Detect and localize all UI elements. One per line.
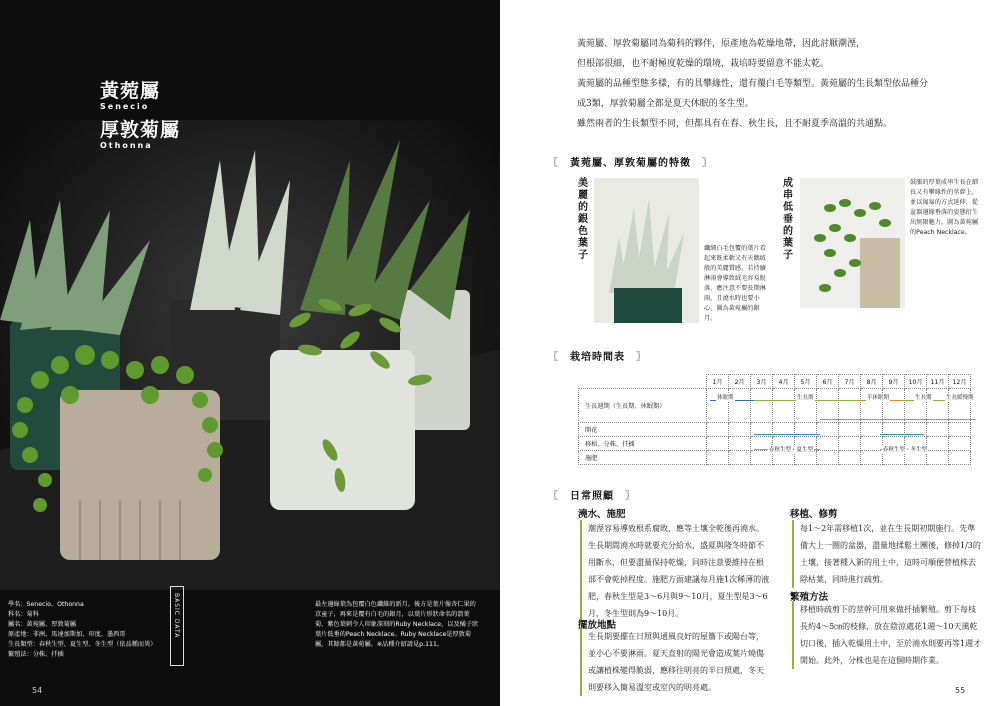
place-text: 生長期要擺在日照與通風良好的屋簷下或陽台等，並小心不要淋雨。夏天直射的陽光會造成葉片燒傷或讓植株變得脆弱，應移往明亮的半日照處，冬天則要移入簡易溫室或室內的明亮處。 <box>580 628 770 696</box>
row-label: 開花 <box>579 423 707 437</box>
feature1-label: 美麗的銀色葉子 <box>578 178 588 261</box>
bar-label: 休眠期 <box>717 395 734 401</box>
bar-label: 半休眠期 <box>867 395 890 401</box>
intro-line: 但根部很細，也不耐極度乾燥的環境，栽培時要留意不能太乾。 <box>577 59 830 69</box>
row-label: 移植、分株、扦插 <box>579 437 707 451</box>
basic-data-line: 原產地：非洲、馬達加斯加、印度、墨西哥 <box>8 631 126 638</box>
month-cell: 11月 <box>927 375 949 389</box>
bar-transplant-2 <box>880 434 924 435</box>
basic-data-line: 學名：Senecio、Othonna <box>8 601 84 608</box>
title-othonna-latin: Othonna <box>100 141 153 150</box>
month-cell: 3月 <box>751 375 773 389</box>
title-block <box>100 80 180 158</box>
intro-line: 黃菀屬的品種型態多樣，有的具攀緣性，還有覆白毛等類型。黃菀屬的生長類型依品種分 <box>577 79 929 89</box>
title-senecio-latin: Senecio <box>100 102 150 111</box>
page-number-left: 54 <box>32 686 43 695</box>
basic-data-line: 生長類型：春秋生型、夏生型、冬生型（依品種而異） <box>8 641 157 648</box>
feature1-caption: 纖細白毛包覆的葉片看起來既柔軟又有天鵝絨般的美麗質感。若持續淋雨會導致絨毛容易脫落，應注意不要長期淋雨，且澆水時也要小心。圖為黃菀屬的銀月。 <box>704 245 766 322</box>
feature2-caption: 鼓脹的厚葉成串生長在細長又有攀緣性的莖幹上，並以匍匐的方式延伸，從盆器邊緣垂落的姿態衍生出無限魅力。圖為黃菀屬的Peach Necklace。 <box>910 179 979 236</box>
bar-label: 春秋生型・夏生型 <box>769 447 814 453</box>
row-label: 施肥 <box>579 451 707 465</box>
month-cell: 9月 <box>883 375 905 389</box>
feature2-label: 成串低垂的葉子 <box>783 178 793 261</box>
page-number-right: 55 <box>955 686 966 695</box>
title-senecio: 黃菀屬 <box>100 80 161 102</box>
bar-transplant-1 <box>754 434 820 435</box>
month-cell: 12月 <box>949 375 971 389</box>
features-heading: 〖 黃菀屬、厚敦菊屬的特徵 〗 <box>548 158 713 169</box>
month-cell: 10月 <box>905 375 927 389</box>
bar-label: 春秋生型・冬生型 <box>883 447 928 453</box>
schedule-heading: 〖 栽培時間表 〗 <box>548 352 647 363</box>
feature1-photo <box>594 178 699 323</box>
photo-caption: 最左邊綠葉為包覆白色纖維的新月。後方是葉片像杏仁果的京童子，再來是覆有白毛的銀月，以葉片形狀命名的箭葉菊、紫色葉刺令人印象深刻的Ruby Necklace，以及橘子狀葉片低垂的Peach Necklace。Ruby Necklace是厚敦菊屬，其餘都是黃菀屬。※品種介紹請見p.111。 <box>315 601 479 648</box>
month-cell: 8月 <box>861 375 883 389</box>
month-cell: 4月 <box>773 375 795 389</box>
intro-line: 黃菀屬、厚敦菊屬同為菊科的夥伴，原產地為乾燥地帶，因此討厭潮溼， <box>577 39 866 49</box>
month-cell: 6月 <box>817 375 839 389</box>
transplant-title: 移植、修剪 <box>790 509 838 520</box>
month-cell: 2月 <box>729 375 751 389</box>
intro-line: 成3類，厚敦菊屬全都是夏天休眠的冬生型。 <box>577 99 754 109</box>
row-label: 生長週期（生長期、休眠期） <box>579 389 707 423</box>
basic-data-line: 屬名：黃菀屬、厚敦菊屬 <box>8 621 77 628</box>
title-othonna: 厚敦菊屬 <box>100 119 181 141</box>
care-heading: 〖 日常照顧 〗 <box>548 491 636 502</box>
bar-label: 生長緩慢期 <box>946 395 974 401</box>
basic-data-list <box>8 600 178 660</box>
succulent-photo <box>0 120 500 590</box>
transplant-text: 每1～2年需移植1次，並在生長期初期施行。先準備大上一圈的盆器，盡量地揉鬆土團後，修掉1/3的土壤，接著種入新的用土中，這時可順便替植株去除枯葉，同時進行疏剪。 <box>792 520 982 588</box>
bar-label: 生長期 <box>797 395 814 401</box>
month-cell: 1月 <box>707 375 729 389</box>
bar-label: 生長期 <box>915 395 932 401</box>
place-title: 擺放地點 <box>578 620 617 631</box>
month-cell: 7月 <box>839 375 861 389</box>
intro-line: 雖然兩者的生長類型不同，但都具有在春、秋生長，且不耐夏季高溫的共通點。 <box>577 119 893 129</box>
propagation-text: 移植時疏剪下的莖幹可用來做扦插繁殖。剪下每枝長約4～5㎝的枝條，放在陰涼處花1週～10天風乾切口後，插入乾燥用土中，至於澆水則要再等1週才開始。此外，分株也是在這個時期作業。 <box>792 601 982 669</box>
basic-data-tag: BASIC DATA <box>170 586 184 666</box>
propagation-title: 繁殖方法 <box>790 592 829 603</box>
water-text: 潮溼容易導致根系腐敗，應等土壤全乾後再澆水。生長期間澆水時就要充分給水，盛夏與隆冬時節不用斷水，但要盡量保持乾燥，同時注意要維持在根部不會乾掉程度。施肥方面建議每月施1次稀薄的液肥，春秋生型是3～6月與9～10月，夏生型是3～6月，冬生型則為9～10月。 <box>580 520 770 622</box>
feature2-photo <box>800 178 905 308</box>
month-cell: 5月 <box>795 375 817 389</box>
intro-text <box>577 34 972 134</box>
bar-flower <box>820 419 976 420</box>
basic-data-line: 科名：菊科 <box>8 611 39 618</box>
water-title: 澆水、施肥 <box>578 509 626 520</box>
basic-data-line: 繁殖法：分株、扦插 <box>8 651 64 658</box>
